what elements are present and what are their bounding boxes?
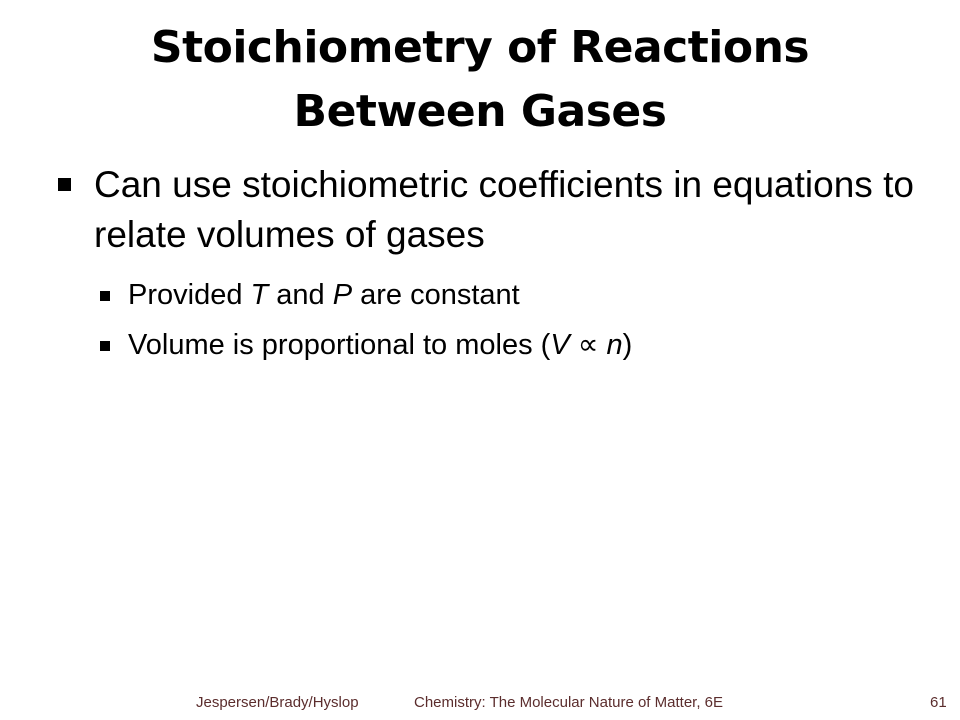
square-bullet-icon [100, 291, 110, 301]
square-bullet-icon [100, 341, 110, 351]
bullet-main-text: Can use stoichiometric coefficients in equations to relate volumes of gases [94, 164, 914, 255]
proportional-symbol: ∝ [569, 329, 607, 361]
footer-page-number: 61 [930, 694, 947, 711]
slide-title [0, 16, 960, 144]
sub-bullet-proportional-text [128, 325, 868, 365]
footer-authors: Jespersen/Brady/Hyslop [196, 694, 359, 711]
variable-p: P [332, 279, 353, 311]
square-bullet-icon [58, 178, 71, 191]
sub-bullet-provided-text [128, 275, 868, 315]
variable-n: n [606, 329, 623, 361]
slide-title-line-1: Stoichiometry of Reactions [150, 22, 810, 73]
footer-book-title: Chemistry: The Molecular Nature of Matter, 6E [414, 694, 724, 711]
variable-t: T [250, 279, 269, 311]
text-fragment: Volume is proportional to moles ( [128, 329, 551, 361]
text-fragment: are constant [352, 279, 520, 311]
text-fragment: ) [622, 329, 633, 361]
text-fragment: Provided [128, 279, 251, 311]
slide-title-line-2: Between Gases [293, 86, 667, 137]
text-fragment: and [268, 279, 333, 311]
variable-v: V [550, 329, 570, 361]
